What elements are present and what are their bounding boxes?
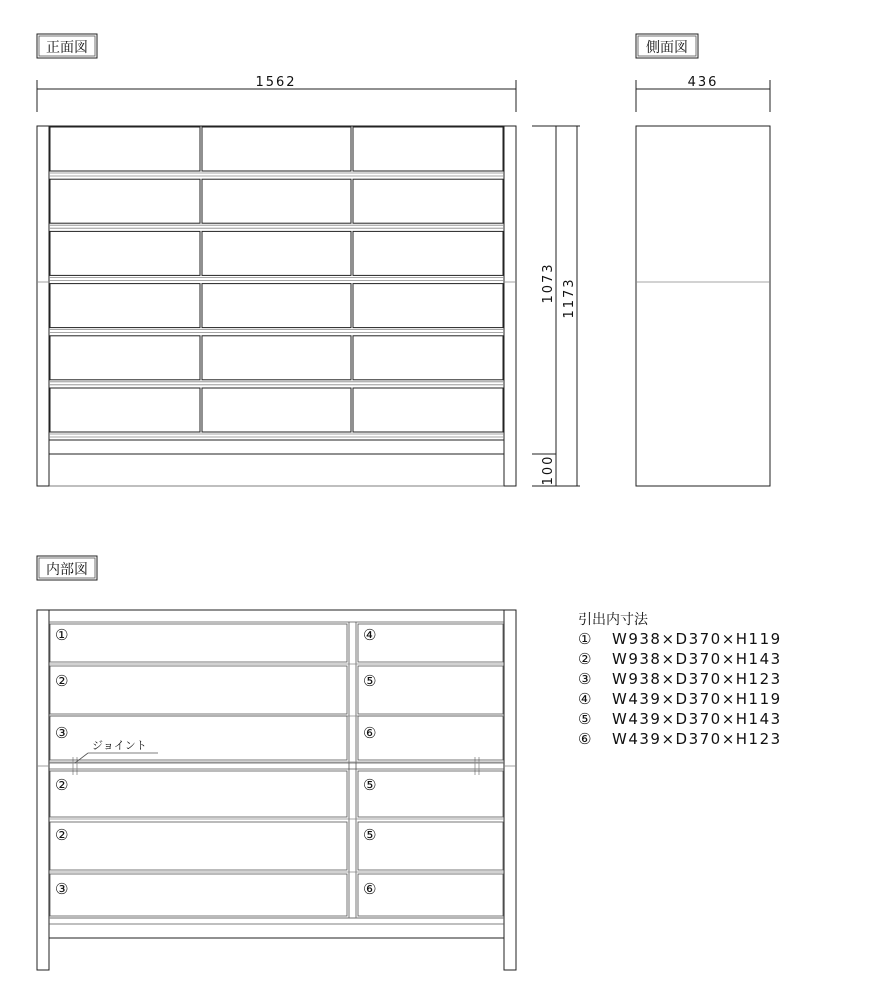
spec-title: 引出内寸法 — [578, 612, 648, 628]
interior-drawer-box — [50, 822, 347, 870]
front-drawer — [353, 179, 503, 223]
marker-bl-3: ③ — [55, 880, 69, 898]
front-drawer — [50, 388, 200, 432]
front-drawer — [353, 284, 503, 328]
front-drawer — [50, 336, 200, 380]
side-view-title — [636, 34, 698, 58]
spec-text-3: W938×D370×H123 — [612, 670, 782, 688]
spec-marker-2: ② — [578, 650, 593, 668]
front-drawer — [50, 179, 200, 223]
marker-br-1: ⑤ — [363, 776, 377, 794]
marker-br-3: ⑥ — [363, 880, 377, 898]
front-drawer — [202, 231, 351, 275]
svg-text:内部図: 内部図 — [46, 562, 88, 578]
svg-text:正面図: 正面図 — [46, 40, 88, 56]
drawer-spec-list — [578, 611, 782, 748]
marker-br-2: ⑤ — [363, 826, 377, 844]
interior-drawer-box — [358, 624, 503, 662]
spec-marker-5: ⑤ — [578, 710, 593, 728]
interior-view-title — [37, 556, 97, 580]
front-drawer — [50, 284, 200, 328]
interior-drawer-box — [50, 624, 347, 662]
marker-bl-1: ② — [55, 776, 69, 794]
spec-text-1: W938×D370×H119 — [612, 630, 782, 648]
front-drawer — [202, 336, 351, 380]
front-drawer — [353, 336, 503, 380]
svg-text:1562: 1562 — [255, 75, 297, 90]
interior-drawer-box — [50, 666, 347, 714]
interior-drawer-box — [358, 822, 503, 870]
marker-tl-1: ① — [55, 626, 69, 644]
svg-text:側面図: 側面図 — [646, 40, 688, 56]
depth-dimension — [636, 75, 770, 112]
joint-callout — [75, 739, 158, 763]
svg-text:100: 100 — [541, 454, 556, 486]
spec-marker-3: ③ — [578, 670, 593, 688]
front-drawer — [353, 388, 503, 432]
interior-drawer-box — [50, 874, 347, 916]
spec-text-6: W439×D370×H123 — [612, 730, 782, 748]
width-dimension — [37, 75, 516, 112]
front-drawer-grid — [49, 127, 504, 437]
spec-text-2: W938×D370×H143 — [612, 650, 782, 668]
marker-tr-1: ④ — [363, 626, 377, 644]
front-drawer — [353, 127, 503, 171]
interior-drawer-box — [50, 771, 347, 817]
front-drawer — [202, 179, 351, 223]
interior-drawer-box — [358, 716, 503, 760]
interior-drawer-box — [50, 716, 347, 760]
svg-text:436: 436 — [687, 75, 719, 90]
spec-marker-1: ① — [578, 630, 593, 648]
marker-bl-2: ② — [55, 826, 69, 844]
spec-text-5: W439×D370×H143 — [612, 710, 782, 728]
marker-tl-2: ② — [55, 672, 69, 690]
spec-text-4: W439×D370×H119 — [612, 690, 782, 708]
svg-text:ジョイント: ジョイント — [92, 739, 147, 752]
front-drawer — [50, 127, 200, 171]
svg-text:1073: 1073 — [541, 262, 556, 304]
height-dimensions — [532, 126, 580, 486]
front-drawer — [50, 231, 200, 275]
marker-tl-3: ③ — [55, 724, 69, 742]
front-drawer — [202, 284, 351, 328]
front-drawer — [202, 388, 351, 432]
svg-text:1173: 1173 — [562, 277, 577, 319]
front-drawer — [202, 127, 351, 171]
side-view — [636, 126, 770, 486]
interior-drawer-box — [358, 666, 503, 714]
interior-drawer-box — [358, 771, 503, 817]
marker-tr-3: ⑥ — [363, 724, 377, 742]
marker-tr-2: ⑤ — [363, 672, 377, 690]
front-view-title — [37, 34, 97, 58]
interior-drawer-grid — [49, 624, 504, 918]
spec-marker-4: ④ — [578, 690, 593, 708]
front-drawer — [353, 231, 503, 275]
interior-drawer-box — [358, 874, 503, 916]
spec-marker-6: ⑥ — [578, 730, 593, 748]
